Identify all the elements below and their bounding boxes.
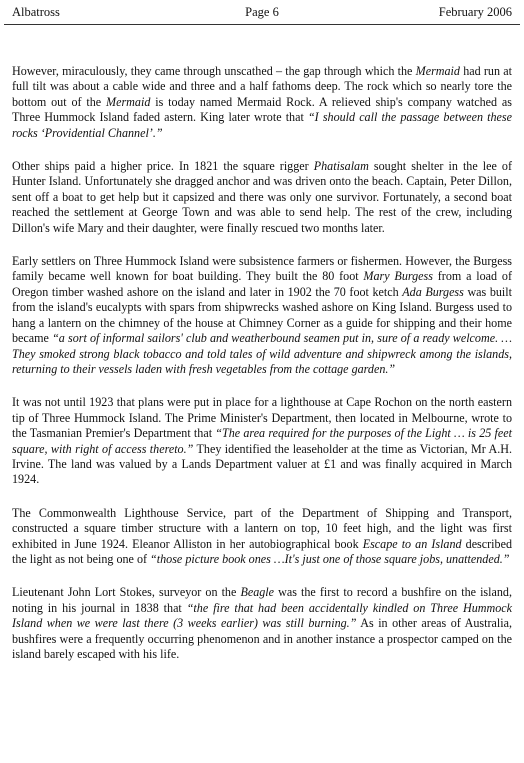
paragraph-early-settlers [12,254,512,377]
italic-text-run: Mary Burgess [363,269,433,284]
italic-text-run: Ada Burgess [402,284,464,299]
italic-text-run: “I should call the passage between these rocks ‘Providential Channel’.” [12,110,513,140]
text-run: was built from the island's eucalypts with spars from shipwrecks washed ashore on King Island. Burgess used to hang a lantern on the chimney of the house at Chimney Corner as a guide for shipping and their home became [12,284,513,346]
paragraph-lighthouse-service [12,506,512,568]
page-header [12,2,512,24]
italic-text-run: Escape to an Island [362,536,462,551]
text-run: The Commonwealth Lighthouse Service, part of the Department of Shipping and Transport, constructed a square timber structure with a lantern on top, 10 feet high, and the light was first exhibited in June 1924. Eleanor Alliston in her autobiographical book [12,505,512,551]
text-run: However, miraculously, they came through unscathed – the gap through which the [12,64,416,78]
text-run: from a load of Oregon timber washed ashore on the island and later in 1902 the 70 foot ketch [12,269,512,299]
italic-text-run: “The area required for the purposes of the Light … is 25 feet square, with right of access thereto.” [12,426,512,456]
text-run: had run at full tilt was about a cable wide and three and a half fathoms deep. The rock which so nearly tore the bottom out of the [12,64,512,109]
article-body [12,64,512,680]
publication-title: Albatross [12,5,60,19]
text-run: As in other areas of Australia, bushfires were a frequently occurring phenomenon and in another instance a prospector camped on the island barely escaped with his life. [12,616,512,661]
text-run: is today named Mermaid Rock. A relieved ship's company watched as Three Hummock Island faded astern. King later wrote that [12,94,512,125]
text-run: was the first to record a bushfire on the island, noting in his journal in 1838 that [12,585,512,615]
text-run: They identified the leaseholder at the time as Victorian, Mr A.H. Irvine. The land was valued by a Lands Department valuer at £1 and was finally acquired in March 1924. [12,441,512,487]
italic-text-run: Mermaid [415,64,460,78]
italic-text-run: “a sort of informal sailors' club and weatherbound seamen put in, sure of a ready welcome. … They smoked strong black tobacco and told tales of wild adventure and shipwreck among the islands, returning to their vessels laden with fresh vegetables from the cottage garden.” [12,331,512,376]
text-run: Other ships paid a higher price. In 1821 the square rigger [12,159,314,174]
italic-text-run: “those picture book ones …It's just one of those square jobs, unattended.” [150,551,510,566]
text-run: It was not until 1923 that plans were put in place for a lighthouse at Cape Rochon on the north eastern tip of Three Hummock Island. The Prime Minister's Department, then located in Melbourne, wrote to the Tasmanian Premier's Department that [12,395,512,441]
text-run: described the light as not being one of [12,536,512,566]
header-rule [4,24,520,25]
text-run: Early settlers on Three Hummock Island were subsistence farmers or fishermen. However, the Burgess family became well known for boat building. They built the 80 foot [12,254,512,284]
page-number: Page 6 [245,5,279,19]
text-run: sought shelter in the lee of Hunter Island. Unfortunately she dragged anchor and was driven onto the beach. Captain, Peter Dillon, sent off a boat to get help but it capsized and there was only one survivor. Fortunately, a second boat reached the settlement at George Town and was able to send help. The rest of the crew, including Dillon's wife Mary and their daughter, were finally rescued two months later. [12,159,512,235]
paragraph-lighthouse-plans [12,395,512,487]
italic-text-run: Beagle [240,585,275,600]
italic-text-run: “the fire that had been accidentally kindled on Three Hummock Island when we were last there (3 weeks earlier) was still burning.” [12,600,512,631]
italic-text-run: Mermaid [106,94,151,109]
paragraph-mermaid-escape [12,64,512,141]
issue-date: February 2006 [438,5,512,19]
paragraph-bushfires [12,585,512,662]
italic-text-run: Phatisalam [313,159,369,174]
paragraph-phatisalam-wreck [12,159,512,236]
text-run: Lieutenant John Lort Stokes, surveyor on the [12,585,241,600]
